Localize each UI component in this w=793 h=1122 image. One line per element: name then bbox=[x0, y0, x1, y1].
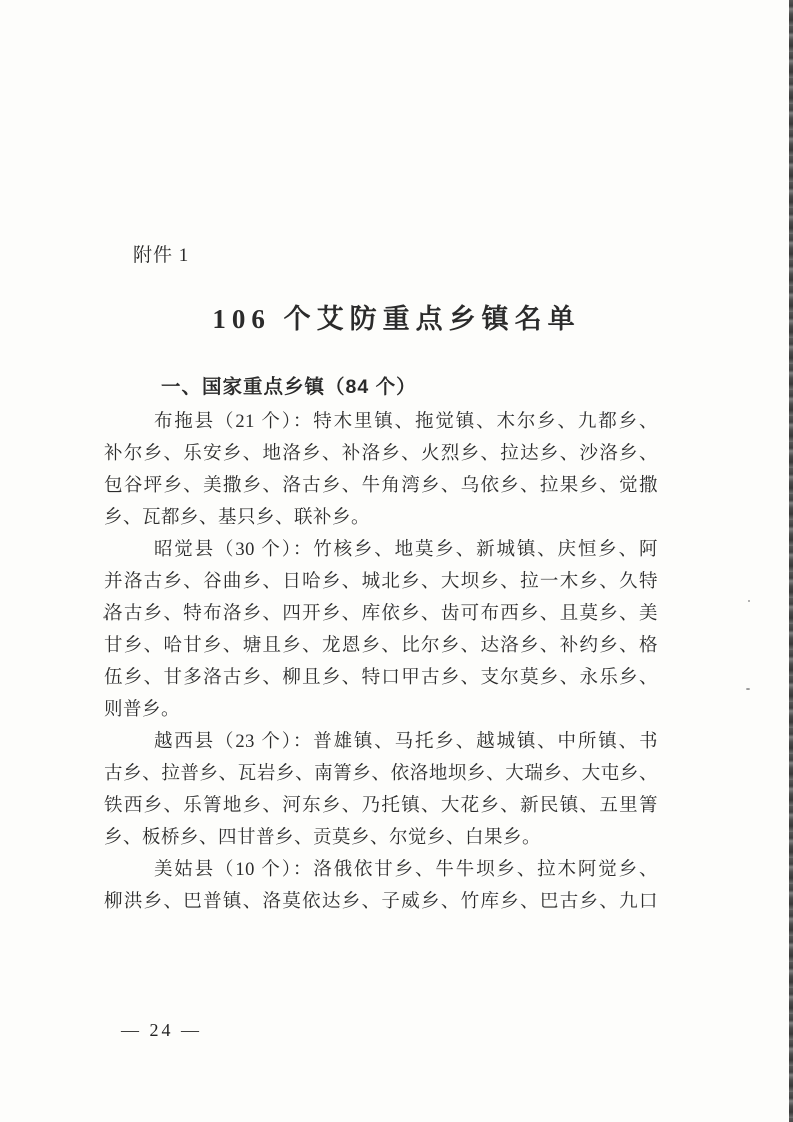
text-line: 包谷坪乡、美撒乡、洛古乡、牛角湾乡、乌依乡、拉果乡、觉撒 bbox=[104, 476, 658, 496]
text-line: 布拖县（21 个）：特木里镇、拖觉镇、木尔乡、九都乡、 bbox=[153, 412, 658, 432]
county-paragraph bbox=[104, 534, 658, 726]
scan-speck bbox=[748, 600, 750, 602]
county-paragraph bbox=[104, 406, 658, 534]
text-line: 补尔乡、乐安乡、地洛乡、补洛乡、火烈乡、拉达乡、沙洛乡、 bbox=[104, 444, 658, 464]
section-heading: 一、国家重点乡镇（84 个） bbox=[161, 376, 417, 398]
scan-speck bbox=[746, 688, 750, 690]
text-line: 甘乡、哈甘乡、塘且乡、龙恩乡、比尔乡、达洛乡、补约乡、格 bbox=[104, 636, 658, 656]
text-line: 古乡、拉普乡、瓦岩乡、南箐乡、依洛地坝乡、大瑞乡、大屯乡、 bbox=[104, 764, 658, 784]
scan-edge-artifact bbox=[789, 0, 793, 1122]
text-line: 铁西乡、乐箐地乡、河东乡、乃托镇、大花乡、新民镇、五里箐 bbox=[104, 796, 658, 816]
text-line: 则普乡。 bbox=[104, 700, 181, 720]
text-line: 乡、瓦都乡、基只乡、联补乡。 bbox=[104, 508, 371, 528]
county-paragraph bbox=[104, 854, 658, 918]
text-line: 越西县（23 个）：普雄镇、马托乡、越城镇、中所镇、书 bbox=[153, 732, 658, 752]
page-number: — 24 — bbox=[121, 1020, 202, 1040]
text-line: 伍乡、甘多洛古乡、柳且乡、特口甲古乡、支尔莫乡、永乐乡、 bbox=[104, 668, 658, 688]
county-paragraph bbox=[104, 726, 658, 854]
text-line: 柳洪乡、巴普镇、洛莫依达乡、子威乡、竹库乡、巴古乡、九口 bbox=[104, 892, 658, 912]
text-line: 洛古乡、特布洛乡、四开乡、库依乡、齿可布西乡、且莫乡、美 bbox=[104, 604, 658, 624]
text-line: 美姑县（10 个）：洛俄依甘乡、牛牛坝乡、拉木阿觉乡、 bbox=[153, 860, 658, 880]
text-line: 昭觉县（30 个）：竹核乡、地莫乡、新城镇、庆恒乡、阿 bbox=[153, 540, 658, 560]
text-line: 乡、板桥乡、四甘普乡、贡莫乡、尔觉乡、白果乡。 bbox=[104, 828, 542, 848]
text-line: 并洛古乡、谷曲乡、日哈乡、城北乡、大坝乡、拉一木乡、久特 bbox=[104, 572, 658, 592]
document-title: 106 个艾防重点乡镇名单 bbox=[212, 304, 581, 334]
document-body bbox=[104, 406, 658, 918]
attachment-label: 附件 1 bbox=[133, 245, 190, 266]
